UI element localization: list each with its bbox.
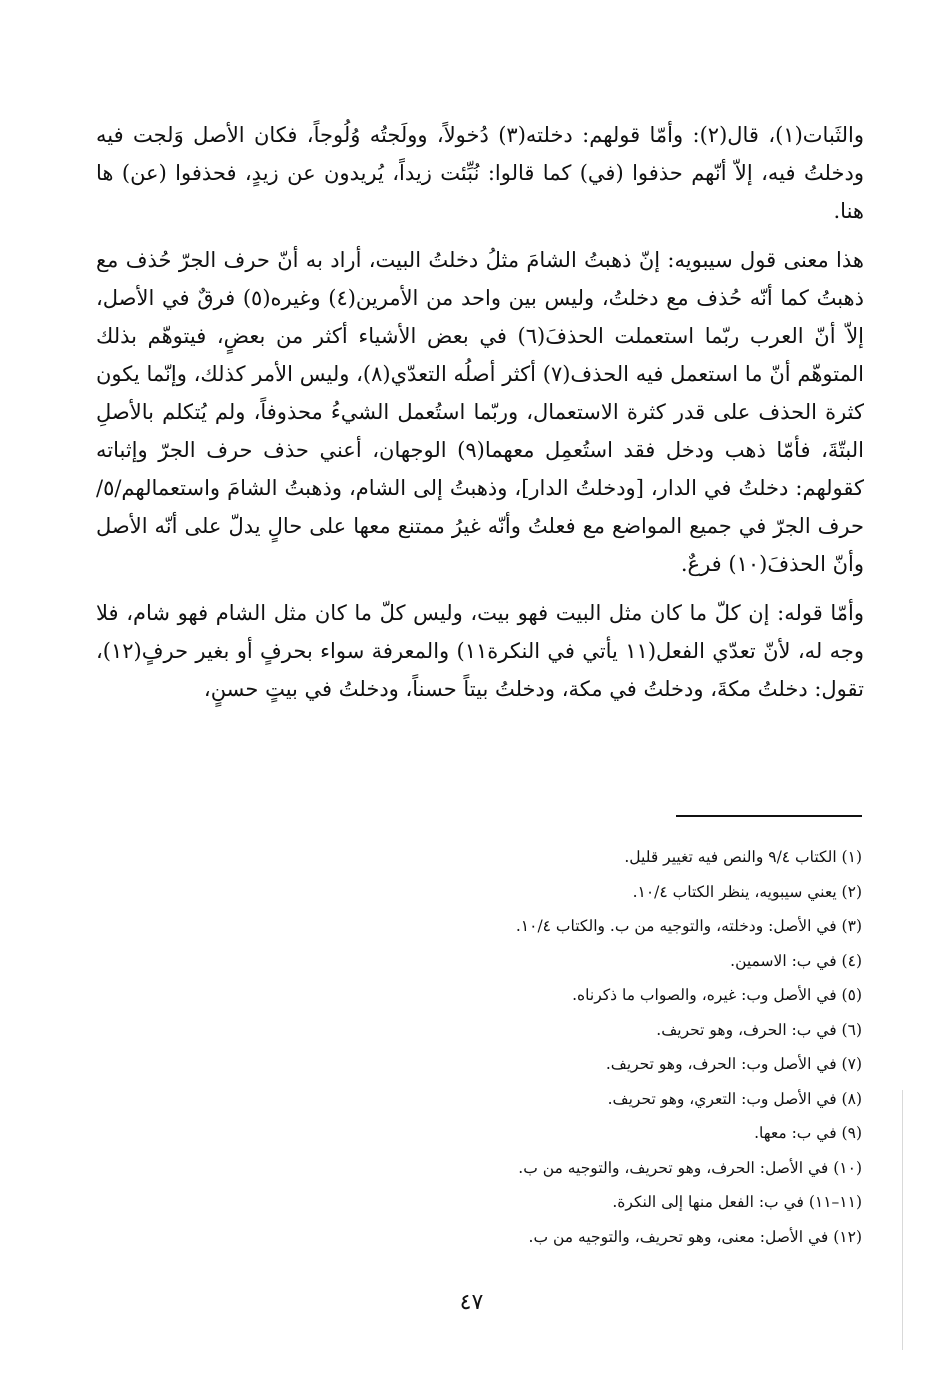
footnote: (٢) يعني سيبويه، ينظر الكتاب ١٠/٤. [632, 882, 862, 901]
footnote-separator [676, 815, 862, 817]
footnote: (٩) في ب: معها. [754, 1124, 862, 1142]
footnote: (٨) في الأصل وب: التعري، وهو تحريف. [607, 1089, 862, 1108]
main-text [96, 116, 864, 719]
footnote: (٦) في ب: الحرف، وهو تحريف. [656, 1020, 862, 1039]
page-number: ٤٧ [459, 1290, 484, 1315]
footnote: (١٢) في الأصل: معنى، وهو تحريف، والتوجيه من ب. [528, 1227, 862, 1246]
paragraph: وأمّا قوله: إن كلّ ما كان مثل البيت فهو بيت، وليس كلّ ما كان مثل الشام فهو شام، فلا وجه له، لأنّ تعدّي الفعل(١١ يأتي في النكرة١١) والمعرفة سواء بحرفٍ أو بغير حرفٍ(١٢)، تقول: دخلتُ مكةَ، ودخلتُ في مكة، ودخلتُ بيتاً حسناً، ودخلتُ في بيتٍ حسنٍ، [96, 601, 864, 701]
footnote: (١٠) في الأصل: الحرف، وهو تحريف، والتوجيه من ب. [518, 1158, 862, 1177]
paragraph: هذا معنى قول سيبويه: إنّ ذهبتُ الشامَ مثلُ دخلتُ البيت، أراد به أنّ حرف الجرّ حُذف مع ذهبتُ كما أنّه حُذف مع دخلتُ، وليس بين واحد من الأمرين(٤) وغيره(٥) فرقٌ في الأصل، إلاّ أنّ العرب ربّما استعملت الحذفَ(٦) في بعض الأشياء أكثر من بعضٍ، فيتوهّم بذلك المتوهّم أنّ ما استعمل فيه الحذف(٧) أكثر أصلُه التعدّي(٨)، وليس الأمر كذلك، وإنّما يكون كثرة الحذف على قدر كثرة الاستعمال، وربّما استُعمل الشيءُ محذوفاً، ولم يُتكلم بالأصلِ البتّةَ، فأمّا ذهب ودخل فقد استُعمِل معهما(٩) الوجهان، أعني حذف حرف الجرّ وإثباته كقولهم: دخلتُ في الدار، [ودخلتُ الدار]، وذهبتُ إلى الشام، وذهبتُ الشامَ واستعمالهم/٥/ حرف الجرّ في جميع المواضع مع فعلتُ وأنّه غيرُ ممتنع معها على حالٍ يدلّ على أنّه الأصل وأنّ الحذفَ(١٠) فرعٌ. [96, 248, 865, 576]
footnote: (٥) في الأصل وب: غيره، والصواب ما ذكرناه. [572, 986, 862, 1004]
footnote: (١) الكتاب ٩/٤ والنص فيه تغيير قليل. [624, 848, 862, 866]
footnote: (١١–١١) في ب: الفعل منها إلى النكرة. [612, 1193, 862, 1211]
footnotes [150, 840, 862, 1254]
footnote: (٣) في الأصل: ودخلته، والتوجيه من ب. والكتاب ١٠/٤. [515, 917, 862, 935]
paragraph: والثَبات(١)، قال(٢): وأمّا قولهم: دخلته(٣) دُخولاً، وولَجتُه وُلُوجاً، فكان الأصل وَلجت فيه ودخلتُ فيه، إلاّ أنّهم حذفوا (في) كما قالوا: نُبِّئت زيداً، يُريدون عن زيدٍ، فحذفوا (عن) ها هنا. [96, 123, 864, 223]
footnote: (٧) في الأصل وب: الحرف، وهو تحريف. [605, 1055, 862, 1073]
scan-edge-line [902, 1090, 903, 1350]
footnote: (٤) في ب: الاسمين. [730, 951, 862, 970]
